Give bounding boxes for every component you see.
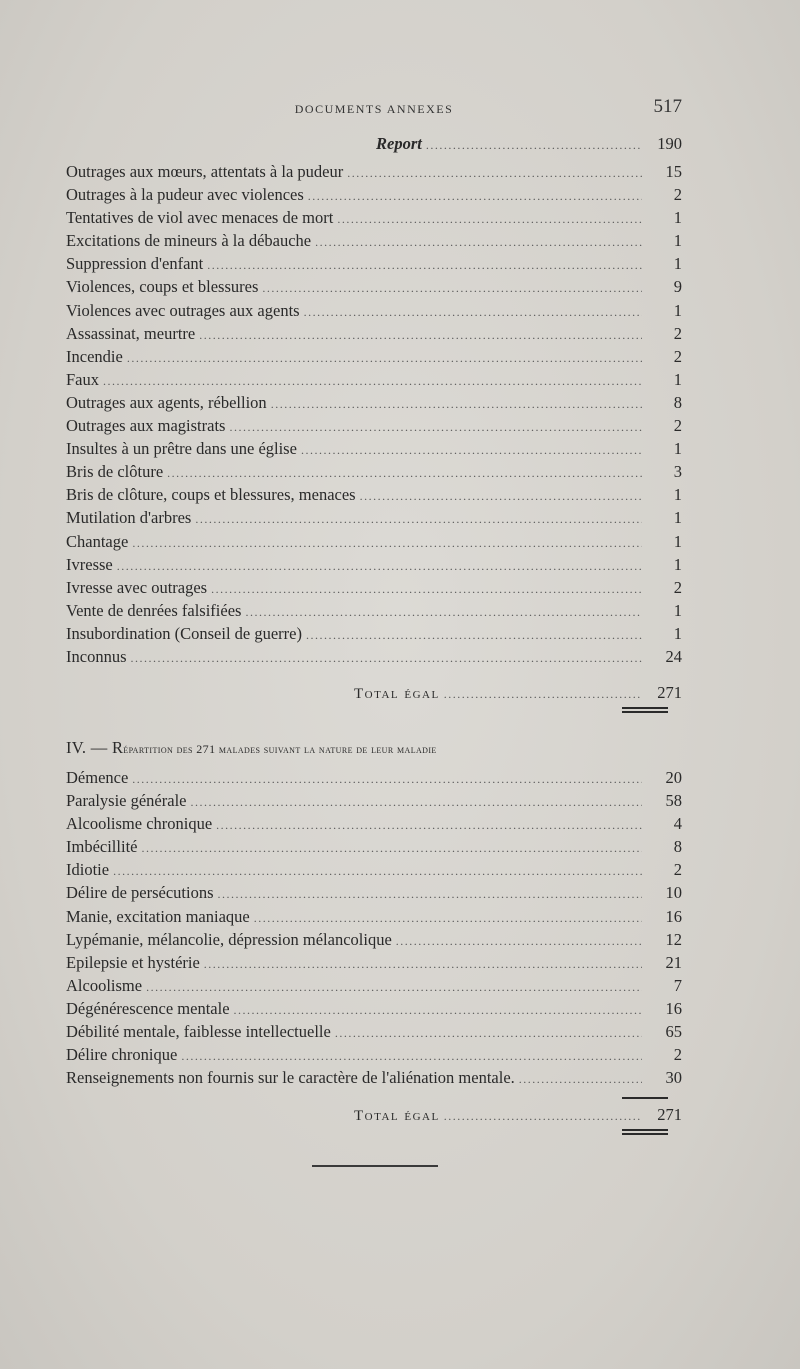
leader-dots bbox=[254, 907, 642, 930]
row-label: Imbécillité bbox=[66, 837, 138, 857]
total-line-1 bbox=[66, 681, 682, 704]
leader-dots bbox=[190, 791, 642, 814]
double-rule bbox=[622, 1133, 668, 1135]
leader-dots bbox=[306, 624, 642, 647]
table-row bbox=[66, 1066, 682, 1089]
table-row bbox=[66, 812, 682, 835]
row-label: Violences avec outrages aux agents bbox=[66, 300, 300, 320]
row-label: Inconnus bbox=[66, 646, 127, 666]
table-row bbox=[66, 391, 682, 414]
row-value: 4 bbox=[673, 814, 682, 834]
total-label: Total égal bbox=[354, 686, 440, 702]
row-label: Ivresse avec outrages bbox=[66, 577, 208, 597]
total-value: 271 bbox=[657, 683, 682, 702]
double-rule bbox=[622, 711, 668, 713]
table-row bbox=[66, 789, 682, 812]
leader-dots bbox=[229, 416, 642, 439]
leader-dots bbox=[141, 837, 642, 860]
row-label: Bris de clôture bbox=[66, 462, 164, 482]
leader-dots bbox=[347, 162, 642, 185]
row-value: 16 bbox=[665, 998, 682, 1018]
row-value: 9 bbox=[673, 277, 682, 297]
row-label: Chantage bbox=[66, 531, 129, 551]
row-value: 2 bbox=[673, 323, 682, 343]
row-value: 30 bbox=[665, 1068, 682, 1088]
table-row bbox=[66, 905, 682, 928]
row-value: 1 bbox=[673, 300, 682, 320]
row-value: 2 bbox=[673, 577, 682, 597]
leader-dots bbox=[204, 953, 642, 976]
section-heading-text: épartition des 271 malades suivant la nature de leur maladie bbox=[123, 742, 437, 756]
table-row bbox=[66, 229, 682, 252]
row-label: Alcoolisme bbox=[66, 975, 143, 995]
row-value: 2 bbox=[673, 416, 682, 436]
row-value: 1 bbox=[673, 254, 682, 274]
leader-dots bbox=[444, 1105, 642, 1128]
leader-dots bbox=[132, 768, 642, 791]
row-label: Assassinat, meurtre bbox=[66, 323, 196, 343]
section-numeral: IV. — bbox=[66, 738, 112, 757]
row-value: 2 bbox=[673, 346, 682, 366]
table-row bbox=[66, 460, 682, 483]
row-label: Renseignements non fournis sur le caractère de l'aliénation mentale. bbox=[66, 1068, 515, 1088]
row-value: 7 bbox=[673, 975, 682, 995]
row-value: 1 bbox=[673, 554, 682, 574]
row-label: Débilité mentale, faiblesse intellectuelle bbox=[66, 1022, 331, 1042]
row-value: 8 bbox=[673, 837, 682, 857]
leader-dots bbox=[117, 555, 642, 578]
leader-dots bbox=[218, 883, 642, 906]
leader-dots bbox=[396, 930, 642, 953]
row-label: Faux bbox=[66, 369, 99, 389]
row-label: Excitations de mineurs à la débauche bbox=[66, 231, 312, 251]
table-row bbox=[66, 622, 682, 645]
leader-dots bbox=[127, 347, 642, 370]
table-row bbox=[66, 322, 682, 345]
row-label: Insubordination (Conseil de guerre) bbox=[66, 623, 302, 643]
row-label: Démence bbox=[66, 768, 129, 787]
total-row bbox=[66, 681, 682, 704]
row-value: 1 bbox=[673, 485, 682, 505]
leader-dots bbox=[315, 231, 642, 254]
row-value: 1 bbox=[673, 231, 682, 251]
table-row bbox=[66, 858, 682, 881]
row-value: 16 bbox=[665, 906, 682, 926]
table-row bbox=[66, 881, 682, 904]
leader-dots bbox=[304, 301, 642, 324]
row-label: Manie, excitation maniaque bbox=[66, 906, 250, 926]
leader-dots bbox=[360, 485, 642, 508]
section-initial: R bbox=[111, 738, 124, 757]
leader-dots bbox=[181, 1045, 642, 1068]
leader-dots bbox=[103, 370, 642, 393]
page-header bbox=[66, 96, 682, 120]
table-row bbox=[66, 414, 682, 437]
row-label: Délire de persécutions bbox=[66, 883, 214, 903]
table-row bbox=[66, 974, 682, 997]
leader-dots bbox=[207, 254, 642, 277]
row-value: 1 bbox=[673, 369, 682, 389]
leader-dots bbox=[195, 508, 642, 531]
table-row bbox=[66, 1020, 682, 1043]
row-value: 24 bbox=[665, 646, 682, 666]
table-row bbox=[66, 997, 682, 1020]
total-line-2 bbox=[66, 1103, 682, 1126]
row-label: Outrages aux mœurs, attentats à la pudeur bbox=[66, 162, 344, 181]
table-row bbox=[66, 506, 682, 529]
row-value: 21 bbox=[665, 952, 682, 972]
total-value: 271 bbox=[657, 1105, 682, 1124]
row-label: Violences, coups et blessures bbox=[66, 277, 259, 297]
row-value: 3 bbox=[673, 462, 682, 482]
leader-dots bbox=[216, 814, 642, 837]
row-value: 1 bbox=[673, 508, 682, 528]
table-row bbox=[66, 345, 682, 368]
row-label: Idiotie bbox=[66, 860, 110, 880]
table-row bbox=[66, 928, 682, 951]
report-value: 190 bbox=[657, 134, 682, 153]
diseases-list bbox=[66, 766, 682, 1089]
row-label: Epilepsie et hystérie bbox=[66, 952, 200, 972]
running-title: DOCUMENTS ANNEXES bbox=[294, 102, 454, 116]
table-row bbox=[66, 951, 682, 974]
leader-dots bbox=[301, 439, 642, 462]
row-label: Bris de clôture, coups et blessures, menaces bbox=[66, 485, 356, 505]
row-label: Outrages à la pudeur avec violences bbox=[66, 185, 304, 205]
leader-dots bbox=[262, 277, 642, 300]
leader-dots bbox=[308, 185, 642, 208]
end-rule bbox=[312, 1165, 438, 1167]
page-number: 517 bbox=[653, 96, 682, 117]
offences-list bbox=[66, 160, 682, 668]
row-label: Insultes à un prêtre dans une église bbox=[66, 439, 297, 459]
total-label: Total égal bbox=[354, 1108, 440, 1124]
row-label: Ivresse bbox=[66, 554, 113, 574]
row-value: 2 bbox=[673, 860, 682, 880]
row-value: 1 bbox=[673, 600, 682, 620]
table-row bbox=[66, 160, 682, 183]
row-label: Suppression d'enfant bbox=[66, 254, 204, 274]
row-label: Incendie bbox=[66, 346, 123, 366]
table-row bbox=[66, 645, 682, 668]
row-value: 15 bbox=[665, 162, 682, 181]
row-value: 1 bbox=[673, 439, 682, 459]
report-row bbox=[66, 132, 682, 155]
leader-dots bbox=[146, 976, 642, 999]
leader-dots bbox=[234, 999, 642, 1022]
table-row bbox=[66, 299, 682, 322]
row-value: 2 bbox=[673, 1045, 682, 1065]
row-value: 20 bbox=[665, 768, 682, 787]
leader-dots bbox=[167, 462, 642, 485]
leader-dots bbox=[426, 134, 642, 157]
report-label: Report bbox=[376, 134, 422, 153]
row-label: Outrages aux agents, rébellion bbox=[66, 392, 267, 412]
leader-dots bbox=[444, 683, 642, 706]
sum-rule bbox=[622, 1097, 668, 1099]
row-value: 10 bbox=[665, 883, 682, 903]
leader-dots bbox=[519, 1068, 642, 1091]
total-row bbox=[66, 1103, 682, 1126]
table-row bbox=[66, 368, 682, 391]
section-heading bbox=[66, 738, 686, 758]
row-value: 1 bbox=[673, 623, 682, 643]
row-value: 2 bbox=[673, 185, 682, 205]
row-label: Alcoolisme chronique bbox=[66, 814, 213, 834]
table-row bbox=[66, 553, 682, 576]
row-value: 65 bbox=[665, 1022, 682, 1042]
table-row bbox=[66, 835, 682, 858]
table-row bbox=[66, 530, 682, 553]
table-row bbox=[66, 206, 682, 229]
leader-dots bbox=[132, 532, 642, 555]
leader-dots bbox=[335, 1022, 642, 1045]
row-label: Vente de denrées falsifiées bbox=[66, 600, 242, 620]
report-line bbox=[66, 132, 682, 155]
table-row bbox=[66, 483, 682, 506]
row-value: 12 bbox=[665, 929, 682, 949]
row-label: Paralysie générale bbox=[66, 791, 187, 811]
row-label: Lypémanie, mélancolie, dépression mélancolique bbox=[66, 929, 392, 949]
row-label: Outrages aux magistrats bbox=[66, 416, 226, 436]
row-value: 58 bbox=[665, 791, 682, 811]
leader-dots bbox=[211, 578, 642, 601]
table-row bbox=[66, 766, 682, 789]
table-row bbox=[66, 183, 682, 206]
leader-dots bbox=[199, 324, 642, 347]
row-value: 1 bbox=[673, 531, 682, 551]
leader-dots bbox=[245, 601, 642, 624]
leader-dots bbox=[131, 647, 643, 670]
row-label: Mutilation d'arbres bbox=[66, 508, 192, 528]
row-label: Dégénérescence mentale bbox=[66, 998, 230, 1018]
table-row bbox=[66, 576, 682, 599]
leader-dots bbox=[271, 393, 642, 416]
double-rule bbox=[622, 1129, 668, 1131]
leader-dots bbox=[113, 860, 642, 883]
row-label: Délire chronique bbox=[66, 1045, 178, 1065]
table-row bbox=[66, 1043, 682, 1066]
table-row bbox=[66, 275, 682, 298]
row-value: 1 bbox=[673, 208, 682, 228]
row-value: 8 bbox=[673, 392, 682, 412]
leader-dots bbox=[337, 208, 642, 231]
table-row bbox=[66, 252, 682, 275]
table-row bbox=[66, 437, 682, 460]
table-row bbox=[66, 599, 682, 622]
double-rule bbox=[622, 707, 668, 709]
row-label: Tentatives de viol avec menaces de mort bbox=[66, 208, 334, 228]
